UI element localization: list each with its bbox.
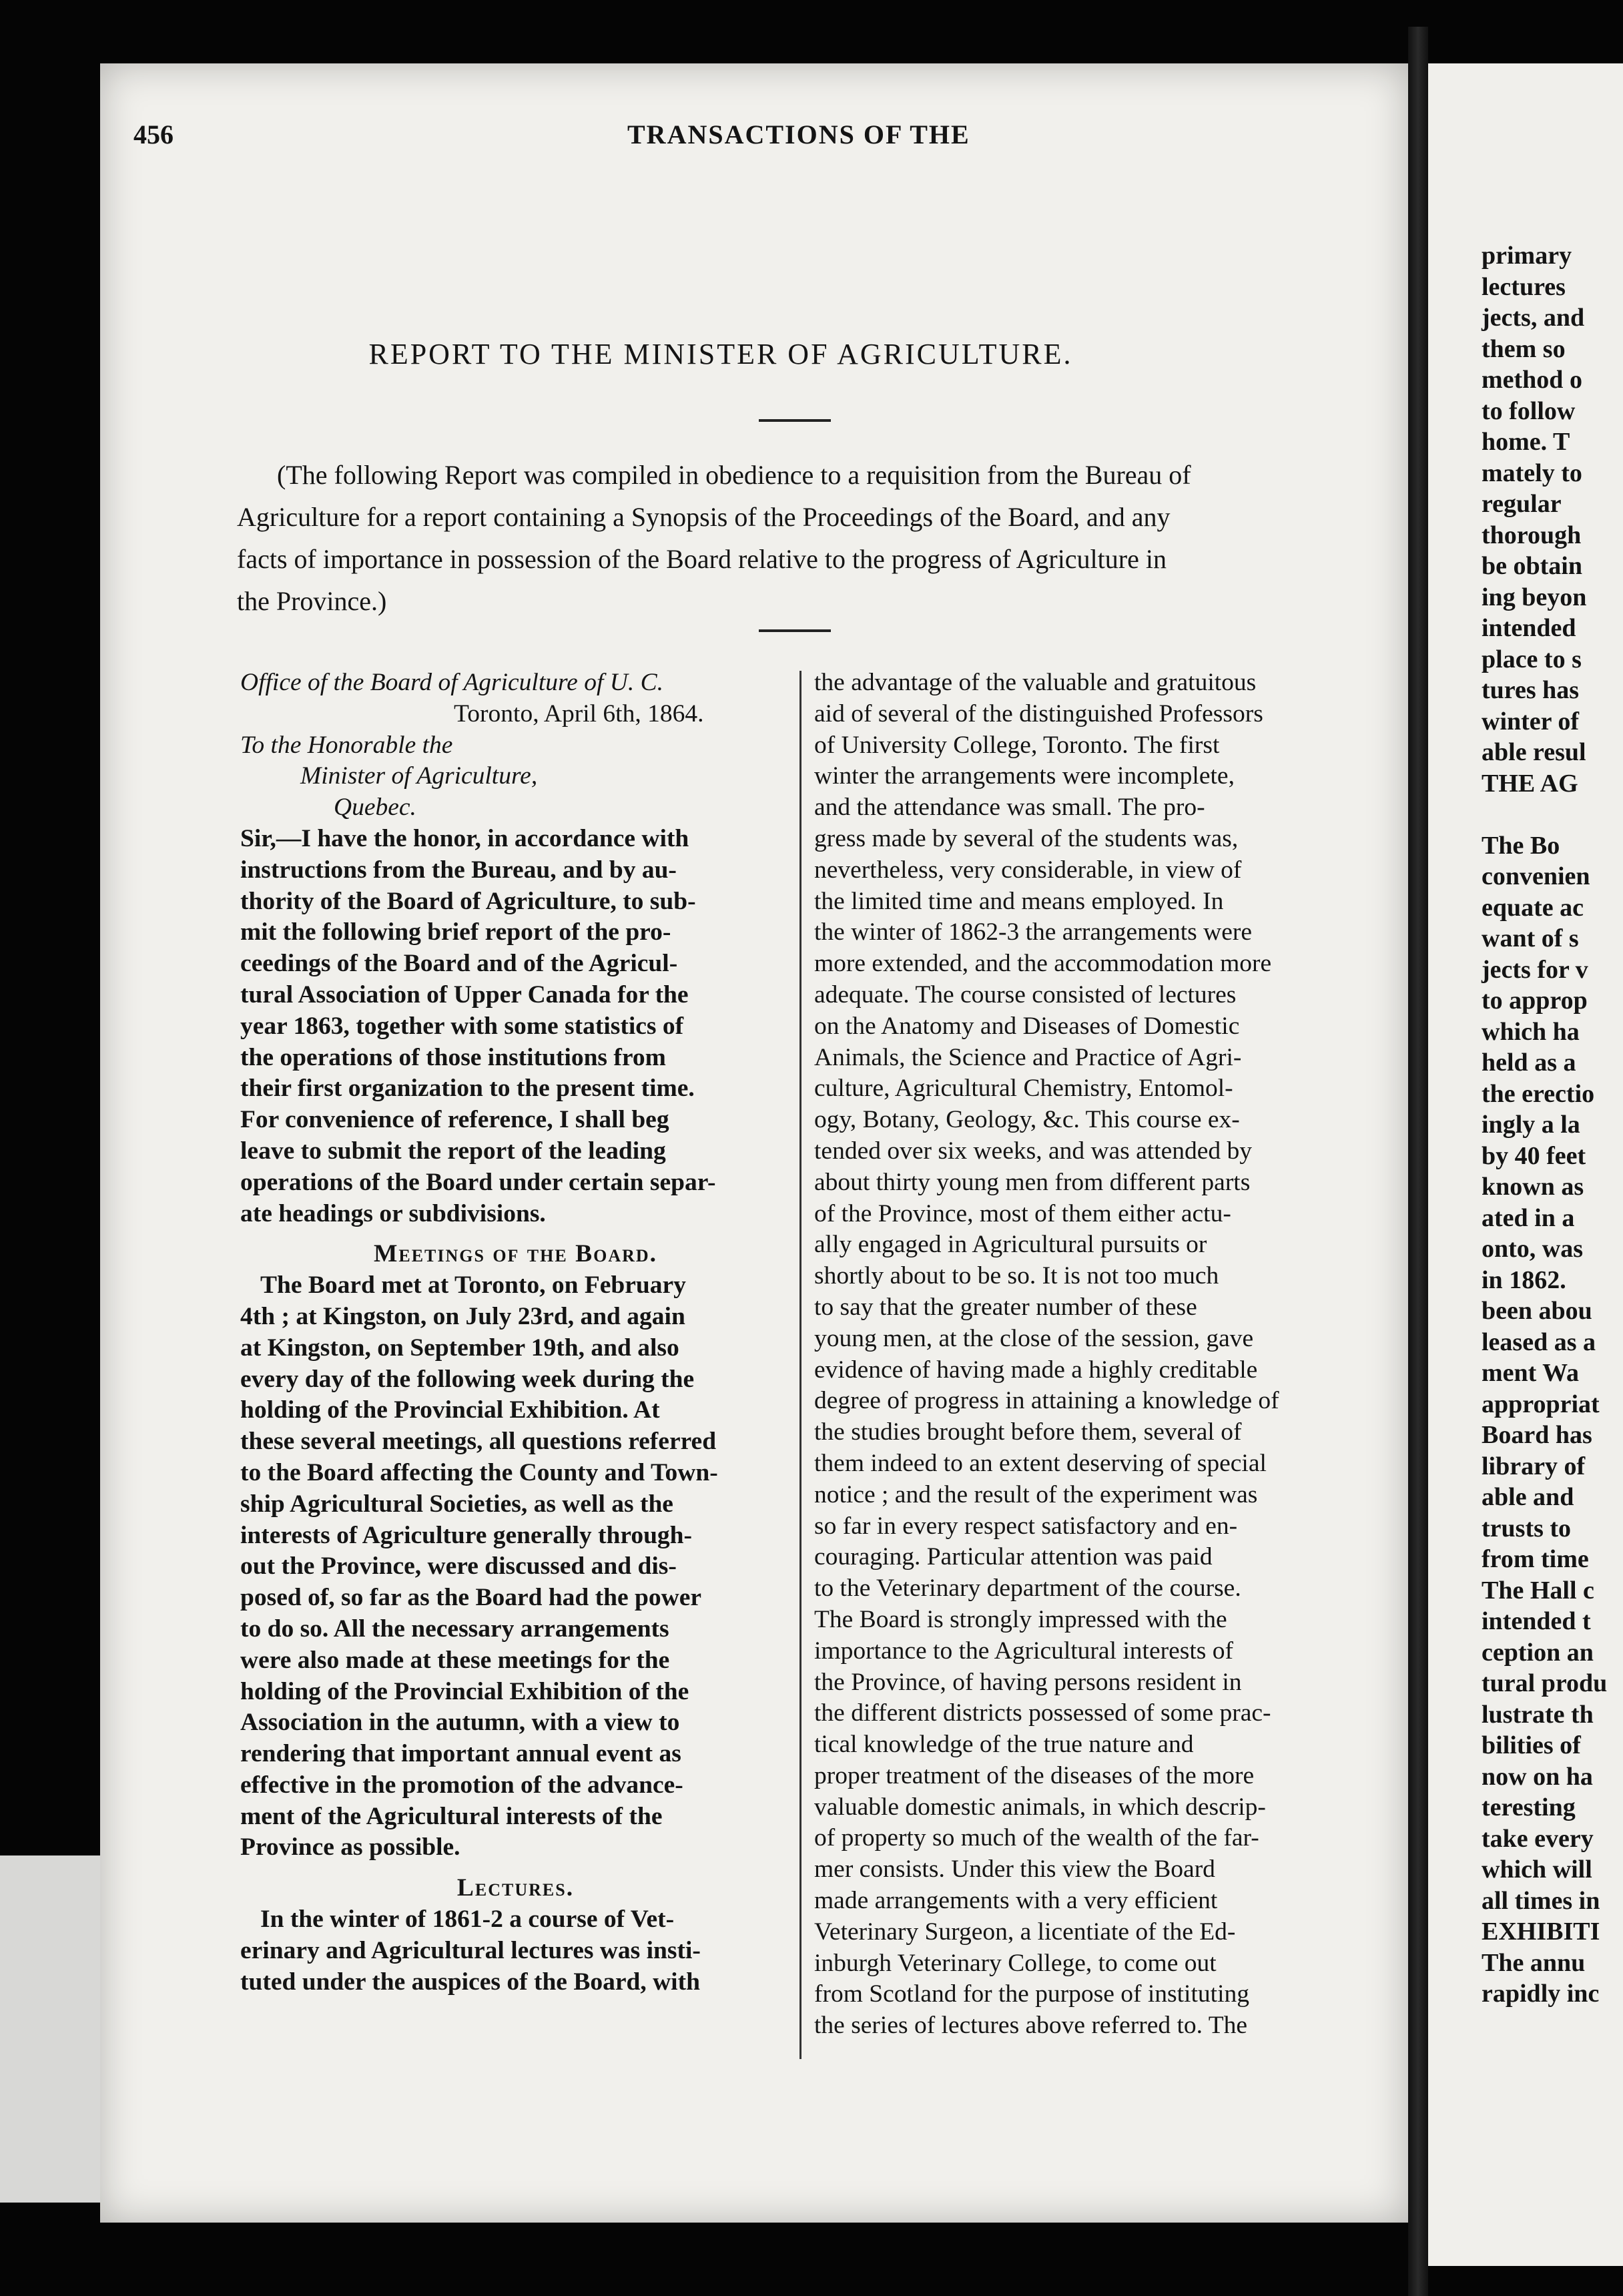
facing-page-line: ated in a: [1482, 1203, 1575, 1232]
text-line: thority of the Board of Agriculture, to sub-: [240, 887, 696, 915]
text-line: on the Anatomy and Diseases of Domestic: [814, 1012, 1240, 1040]
text-line: leave to submit the report of the leading: [240, 1137, 666, 1165]
facing-page-line: now on ha: [1482, 1762, 1593, 1791]
text-line: the operations of those institutions from: [240, 1043, 666, 1071]
text-line: culture, Agricultural Chemistry, Entomol-: [814, 1075, 1233, 1103]
text-line: and the attendance was small. The pro-: [814, 794, 1205, 822]
facing-page-line: winter of: [1482, 707, 1579, 736]
facing-page-line: [1428, 799, 1607, 830]
facing-page-line: place to s: [1482, 645, 1582, 673]
text-line: erinary and Agricultural lectures was insti-: [240, 1936, 701, 1964]
text-line: every day of the following week during the: [240, 1365, 695, 1393]
facing-page-line: ingly a la: [1482, 1111, 1580, 1139]
facing-page-line: ing beyon: [1482, 583, 1587, 611]
text-line: tical knowledge of the true nature and: [814, 1731, 1194, 1759]
text-line: gress made by several of the students was,: [814, 824, 1239, 852]
meetings-paragraph: [240, 1270, 791, 1863]
text-line: Veterinary Surgeon, a licentiate of the Ed-: [814, 1918, 1236, 1946]
facing-page-line: equate ac: [1482, 893, 1584, 922]
facing-page-line: all times in: [1482, 1886, 1600, 1915]
text-line: evidence of having made a highly creditable: [814, 1356, 1258, 1384]
text-line: tended over six weeks, and was attended by: [814, 1137, 1253, 1165]
text-line: effective in the promotion of the advance-: [240, 1771, 683, 1799]
facing-page-line: tures has: [1482, 676, 1580, 704]
facing-page-line: thorough: [1482, 521, 1582, 549]
text-line: degree of progress in attaining a knowledge of: [814, 1387, 1279, 1415]
text-line: Province as possible.: [240, 1833, 460, 1861]
text-line: them indeed to an extent deserving of special: [814, 1449, 1267, 1477]
salutation-line: To the Honorable the: [240, 731, 453, 759]
facing-page-line: regular: [1482, 490, 1562, 518]
text-line: ally engaged in Agricultural pursuits or: [814, 1231, 1207, 1259]
text-line: mit the following brief report of the pro-: [240, 918, 671, 946]
facing-page-line: bilities of: [1482, 1731, 1581, 1759]
facing-page-line: appropriat: [1482, 1390, 1600, 1418]
text-line: nevertheless, very considerable, in view of: [814, 856, 1242, 884]
facing-page-line: leased as a: [1482, 1328, 1596, 1356]
facing-page: [1428, 63, 1623, 2266]
text-line: valuable domestic animals, in which descrip-: [814, 1793, 1266, 1821]
section-heading-meetings: Meetings of the Board.: [373, 1240, 658, 1268]
facing-page-line: able resul: [1482, 738, 1586, 766]
facing-page-line: mately to: [1482, 459, 1582, 487]
facing-page-line: held as a: [1482, 1049, 1576, 1077]
text-line: more extended, and the accommodation more: [814, 950, 1272, 978]
facing-page-line: able and: [1482, 1483, 1574, 1511]
facing-page-line: primary: [1482, 242, 1572, 270]
office-line: Office of the Board of Agriculture of U. C.: [240, 669, 663, 696]
text-line: importance to the Agricultural interests of: [814, 1637, 1233, 1665]
text-line: Sir,—I have the honor, in accordance with: [240, 824, 689, 852]
text-line: the series of lectures above referred to. The: [814, 2012, 1247, 2040]
facing-page-line: from time: [1482, 1545, 1589, 1573]
text-line: from Scotland for the purpose of instituting: [814, 1980, 1249, 2008]
facing-page-line: jects, and: [1482, 304, 1585, 332]
text-line: of property so much of the wealth of the far-: [814, 1824, 1259, 1852]
text-line: aid of several of the distinguished Professors: [814, 699, 1263, 728]
text-line: In the winter of 1861-2 a course of Vet-: [260, 1906, 675, 1934]
title-rule: [759, 419, 831, 422]
facing-page-line: The Bo: [1482, 831, 1560, 860]
facing-page-line: The Hall c: [1482, 1576, 1594, 1605]
text-line: (The following Report was compiled in obedience to a requisition from the Bureau of: [277, 460, 1191, 490]
text-line: so far in every respect satisfactory and en-: [814, 1512, 1238, 1540]
facing-page-line: which will: [1482, 1855, 1592, 1884]
text-line: inburgh Veterinary College, to come out: [814, 1949, 1217, 1977]
facing-page-line: intended t: [1482, 1607, 1591, 1635]
facing-page-line: tural produ: [1482, 1669, 1608, 1697]
text-line: posed of, so far as the Board had the power: [240, 1584, 702, 1612]
facing-page-line: EXHIBITI: [1482, 1918, 1600, 1946]
text-line: ceedings of the Board and of the Agricul-: [240, 950, 678, 978]
text-line: winter the arrangements were incomplete,: [814, 762, 1235, 790]
text-line: to the Veterinary department of the course.: [814, 1574, 1241, 1603]
right-column: [814, 667, 1351, 2042]
facing-page-line: onto, was: [1482, 1235, 1584, 1263]
text-line: ship Agricultural Societies, as well as the: [240, 1490, 673, 1518]
text-line: holding of the Provincial Exhibition. At: [240, 1396, 660, 1424]
text-line: rendering that important annual event as: [240, 1740, 681, 1768]
facing-page-line: trusts to: [1482, 1514, 1572, 1542]
facing-page-line: ment Wa: [1482, 1359, 1580, 1387]
facing-page-line: jects for v: [1482, 955, 1588, 984]
facing-page-line: teresting: [1482, 1793, 1576, 1821]
facing-page-line: Board has: [1482, 1421, 1592, 1449]
text-line: the winter of 1862-3 the arrangements were: [814, 918, 1252, 946]
text-line: the different districts possessed of some prac-: [814, 1699, 1271, 1727]
facing-page-line: THE AG: [1482, 769, 1578, 798]
facing-page-line: to follow: [1482, 396, 1576, 425]
column-rule: [799, 671, 801, 2059]
text-line: the Province.): [237, 586, 387, 616]
facing-page-line: intended: [1482, 614, 1576, 642]
text-line: facts of importance in possession of the Board relative to the progress of Agriculture in: [237, 544, 1167, 574]
letter-paragraph: [240, 824, 791, 1229]
text-line: the studies brought before them, several of: [814, 1418, 1242, 1446]
text-line: at Kingston, on September 19th, and also: [240, 1334, 679, 1362]
text-line: of the Province, most of them either actu-: [814, 1199, 1231, 1227]
text-line: ogy, Botany, Geology, &c. This course ex-: [814, 1106, 1240, 1134]
facing-page-line: method o: [1482, 366, 1582, 394]
text-line: to say that the greater number of these: [814, 1293, 1197, 1321]
lectures-paragraph: [240, 1904, 791, 1998]
facing-page-line: library of: [1482, 1452, 1586, 1480]
left-column: [240, 667, 791, 1998]
text-line: proper treatment of the diseases of the more: [814, 1761, 1255, 1789]
salutation-line: Minister of Agriculture,: [300, 762, 538, 790]
section-heading-lectures: Lectures.: [456, 1874, 575, 1902]
text-line: Animals, the Science and Practice of Agri-: [814, 1043, 1242, 1071]
date-line: Toronto, April 6th, 1864.: [454, 699, 704, 728]
text-line: couraging. Particular attention was paid: [814, 1543, 1213, 1571]
text-line: holding of the Provincial Exhibition of the: [240, 1677, 689, 1705]
page-number: 456: [133, 119, 174, 150]
book-gutter: [1408, 27, 1428, 2296]
intro-paragraph: [237, 454, 1355, 622]
text-line: For convenience of reference, I shall beg: [240, 1106, 669, 1134]
facing-page-line: them so: [1482, 334, 1566, 363]
facing-page-line: to approp: [1482, 986, 1588, 1015]
text-line: mer consists. Under this view the Board: [814, 1855, 1215, 1884]
text-line: shortly about to be so. It is not too much: [814, 1262, 1219, 1290]
text-line: year 1863, together with some statistics of: [240, 1012, 684, 1040]
facing-page-fragments: [1428, 240, 1607, 2010]
text-line: Association in the autumn, with a view to: [240, 1709, 680, 1737]
text-line: young men, at the close of the session, gave: [814, 1324, 1254, 1352]
text-line: their first organization to the present time.: [240, 1075, 695, 1103]
facing-page-line: lustrate th: [1482, 1700, 1594, 1729]
text-line: to do so. All the necessary arrangements: [240, 1615, 669, 1643]
text-line: the limited time and means employed. In: [814, 887, 1224, 915]
text-line: interests of Agriculture generally through-: [240, 1521, 693, 1549]
facing-page-line: lectures: [1482, 272, 1566, 301]
facing-page-line: take every: [1482, 1824, 1594, 1853]
text-line: instructions from the Bureau, and by au-: [240, 856, 677, 884]
running-head: [133, 119, 1308, 159]
facing-page-line: been abou: [1482, 1297, 1592, 1325]
text-line: about thirty young men from different parts: [814, 1168, 1251, 1196]
text-line: out the Province, were discussed and dis-: [240, 1552, 677, 1581]
facing-page-line: which ha: [1482, 1017, 1580, 1046]
running-title: TRANSACTIONS OF THE: [627, 119, 970, 150]
text-line: were also made at these meetings for the: [240, 1646, 670, 1674]
facing-page-line: in 1862.: [1482, 1265, 1566, 1294]
facing-page-line: known as: [1482, 1173, 1584, 1201]
text-line: of University College, Toronto. The first: [814, 731, 1220, 759]
text-line: Agriculture for a report containing a Synopsis of the Proceedings of the Board, and any: [237, 502, 1171, 532]
text-line: adequate. The course consisted of lectures: [814, 980, 1237, 1009]
text-line: the Province, of having persons resident in: [814, 1668, 1242, 1696]
text-line: tural Association of Upper Canada for the: [240, 980, 689, 1009]
text-line: ate headings or subdivisions.: [240, 1199, 546, 1227]
report-title: REPORT TO THE MINISTER OF AGRICULTURE.: [368, 338, 1073, 370]
text-line: 4th ; at Kingston, on July 23rd, and again: [240, 1302, 685, 1330]
facing-page-line: rapidly inc: [1482, 1980, 1600, 2008]
text-line: made arrangements with a very efficient: [814, 1887, 1218, 1915]
salutation-line: Quebec.: [334, 794, 416, 822]
facing-page-line: The annu: [1482, 1948, 1586, 1977]
text-line: operations of the Board under certain separ-: [240, 1168, 716, 1196]
facing-page-line: want of s: [1482, 924, 1579, 952]
text-line: The Board is strongly impressed with the: [814, 1605, 1227, 1633]
text-line: The Board met at Toronto, on February: [260, 1271, 686, 1300]
facing-page-line: home. T: [1482, 428, 1570, 456]
text-line: the advantage of the valuable and gratuitous: [814, 669, 1257, 696]
text-line: these several meetings, all questions referred: [240, 1428, 717, 1456]
intro-rule: [759, 629, 831, 632]
text-line: to the Board affecting the County and Town-: [240, 1458, 718, 1486]
text-line: ment of the Agricultural interests of the: [240, 1802, 663, 1830]
facing-page-line: by 40 feet: [1482, 1141, 1586, 1170]
facing-page-line: the erectio: [1482, 1079, 1595, 1108]
text-line: notice ; and the result of the experiment was: [814, 1480, 1258, 1508]
text-line: tuted under the auspices of the Board, with: [240, 1968, 700, 1996]
facing-page-line: convenien: [1482, 862, 1590, 890]
scan-edge: [0, 1855, 100, 2203]
facing-page-line: be obtain: [1482, 552, 1582, 580]
facing-page-line: ception an: [1482, 1638, 1594, 1667]
